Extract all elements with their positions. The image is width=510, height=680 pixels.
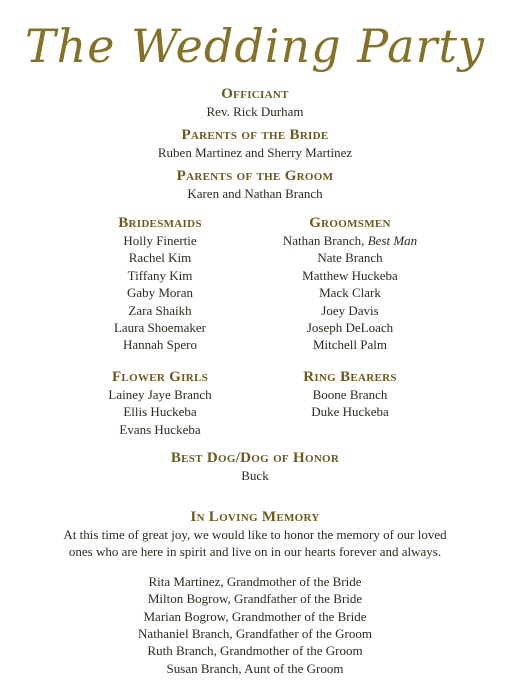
flower-girls-heading: Flower Girls — [111, 369, 209, 385]
bridesmaids-section — [85, 215, 235, 354]
parents-bride-names: Ruben Martinez and Sherry Martinez — [157, 145, 353, 160]
list-item: Zara Shaikh — [128, 302, 192, 318]
best-man-role: Best Man — [367, 233, 418, 248]
list-item: Marian Bogrow, Grandmother of the Bride — [143, 608, 367, 624]
best-man-item — [265, 232, 435, 249]
list-item: Nate Branch — [317, 250, 383, 266]
memory-heading: In Loving Memory — [190, 509, 320, 525]
list-item: Nathaniel Branch, Grandfather of the Groom — [138, 626, 372, 642]
officiant-section — [0, 86, 510, 120]
memory-section — [0, 509, 510, 677]
list-item: Duke Huckeba — [311, 404, 389, 420]
list-item: Hannah Spero — [122, 337, 197, 353]
memory-list — [0, 573, 510, 677]
list-item: Joseph DeLoach — [306, 320, 394, 336]
list-item: Laura Shoemaker — [113, 320, 207, 336]
list-item: Ruth Branch, Grandmother of the Groom — [147, 643, 363, 659]
list-item: Holly Finertie — [123, 233, 197, 248]
ring-bearers-section — [265, 369, 435, 421]
best-dog-heading: Best Dog/Dog of Honor — [170, 450, 340, 466]
parents-groom-section — [0, 168, 510, 202]
list-item: Boone Branch — [312, 387, 388, 402]
officiant-heading: Officiant — [221, 86, 289, 102]
list-item: Joey Davis — [321, 302, 379, 318]
memory-line-1: At this time of great joy, we would like to honor the memory of our loved — [63, 527, 447, 542]
flower-girls-list — [85, 386, 235, 438]
parents-groom-names: Karen and Nathan Branch — [187, 186, 323, 201]
list-item: Tiffany Kim — [127, 267, 193, 283]
groomsmen-heading: Groomsmen — [309, 215, 391, 231]
memory-line-2: ones who are here in spirit and live on in our hearts forever and always. — [68, 544, 442, 560]
list-item: Milton Bogrow, Grandfather of the Bride — [147, 591, 363, 607]
list-item: Matthew Huckeba — [302, 267, 398, 283]
parents-bride-heading: Parents of the Bride — [181, 127, 329, 143]
ring-bearers-heading: Ring Bearers — [303, 369, 397, 385]
list-item: Mitchell Palm — [312, 337, 388, 353]
list-item: Gaby Moran — [126, 285, 194, 301]
parents-bride-section — [0, 127, 510, 161]
list-item: Ellis Huckeba — [123, 404, 197, 420]
best-man-name: Nathan Branch, — [282, 233, 365, 248]
ring-bearers-list — [265, 386, 435, 421]
list-item: Rita Martinez, Grandmother of the Bride — [148, 573, 362, 589]
list-item: Rachel Kim — [128, 250, 192, 266]
groomsmen-list — [265, 232, 435, 354]
parents-groom-heading: Parents of the Groom — [176, 168, 334, 184]
list-item: Mack Clark — [319, 285, 381, 301]
flower-girls-section — [85, 369, 235, 438]
list-item: Susan Branch, Aunt of the Groom — [166, 660, 344, 676]
page-title: The Wedding Party — [25, 19, 485, 73]
best-dog-name: Buck — [241, 468, 269, 483]
best-dog-section — [0, 450, 510, 484]
list-item: Evans Huckeba — [119, 421, 201, 437]
list-item: Lainey Jaye Branch — [108, 387, 212, 402]
officiant-name: Rev. Rick Durham — [206, 104, 304, 119]
groomsmen-section — [265, 215, 435, 354]
bridesmaids-list — [85, 232, 235, 354]
bridesmaids-heading: Bridesmaids — [118, 215, 202, 231]
